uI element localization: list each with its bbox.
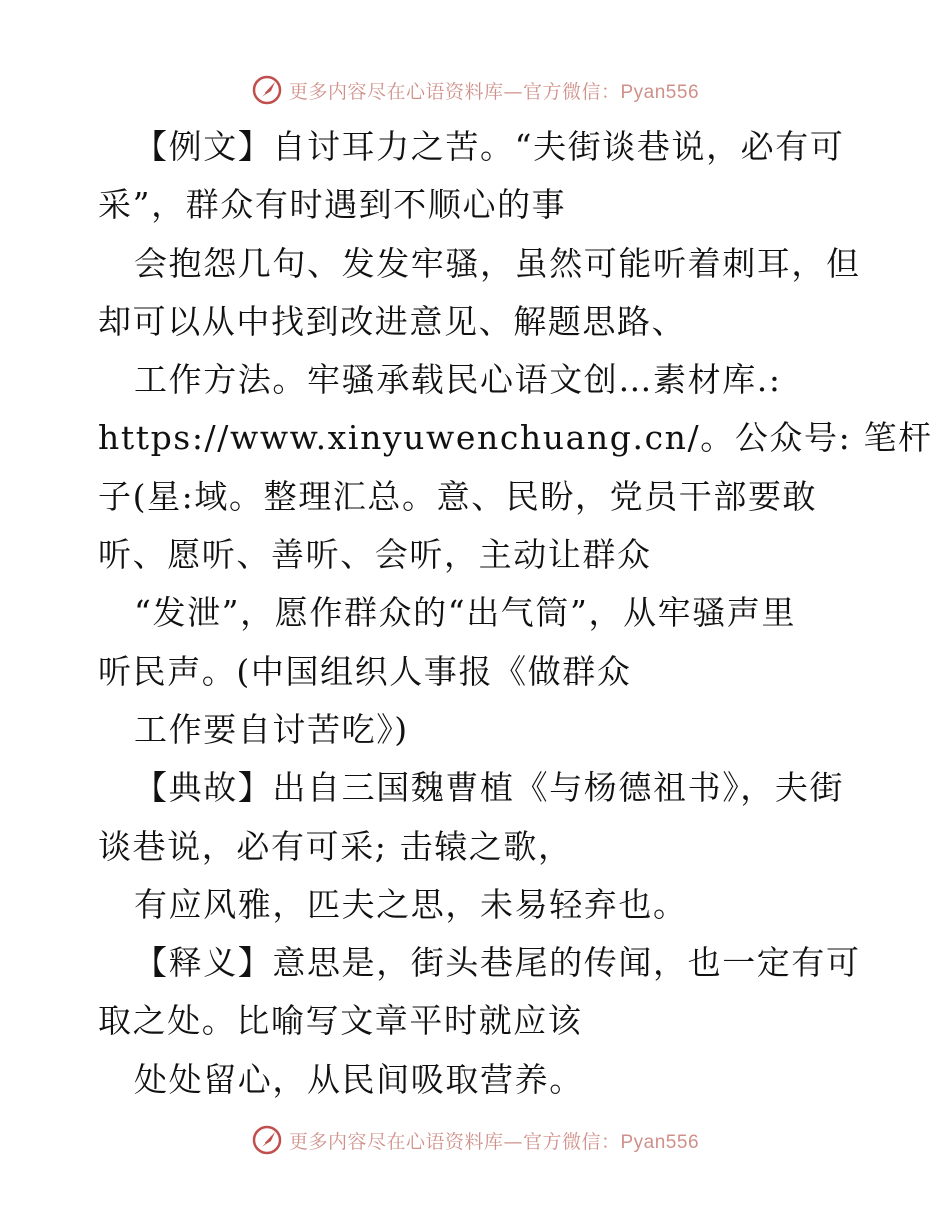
- footer-banner-text: 更多内容尽在心语资料库—官方微信：Pyan556: [288, 1130, 700, 1153]
- text-line: 工作方法。牢骚承载民心语文创…素材库.:: [134, 360, 782, 400]
- text-line: 会抱怨几句、发发牢骚，虽然可能听着刺耳，但: [134, 243, 861, 283]
- header-banner: [0, 70, 950, 110]
- text-line: 听民声。(中国组织人事报《做群众: [98, 651, 632, 691]
- footer-banner: [0, 1120, 950, 1160]
- text-line: 采”，群众有时遇到不顺心的事: [98, 185, 567, 225]
- header-banner-text: 更多内容尽在心语资料库—官方微信：Pyan556: [288, 80, 700, 103]
- quill-logo-icon: [251, 1124, 283, 1156]
- text-line: 取之处。比喻写文章平时就应该: [98, 1001, 583, 1041]
- text-line: 却可以从中找到改进意见、解题思路、: [98, 301, 687, 341]
- text-line: 【例文】自讨耳力之苦。“夫街谈巷说，必有可: [134, 127, 845, 166]
- body-text: [98, 118, 933, 1109]
- text-line: 【典故】出自三国魏曹植《与杨德祖书》，夫街: [134, 768, 845, 808]
- text-line: 工作要自讨苦吃》): [134, 709, 409, 749]
- text-line: https://www.xinyuwenchuang.cn/。公众号: 笔杆: [98, 418, 933, 458]
- text-line: 【释义】意思是，街头巷尾的传闻，也一定有可: [134, 943, 861, 983]
- quill-logo-icon: [251, 74, 283, 106]
- text-line: 子(星:域。整理汇总。意、民盼，党员干部要敢: [98, 476, 818, 516]
- text-line: “发泄”，愿作群众的“出气筒”，从牢骚声里: [134, 593, 797, 633]
- text-line: 处处留心，从民间吸取营养。: [134, 1059, 584, 1099]
- text-line: 有应风雅，匹夫之思，未易轻弃也。: [134, 884, 688, 924]
- text-line: 听、愿听、善听、会听，主动让群众: [98, 535, 652, 575]
- text-line: 谈巷说，必有可采; 击辕之歌，: [98, 826, 573, 866]
